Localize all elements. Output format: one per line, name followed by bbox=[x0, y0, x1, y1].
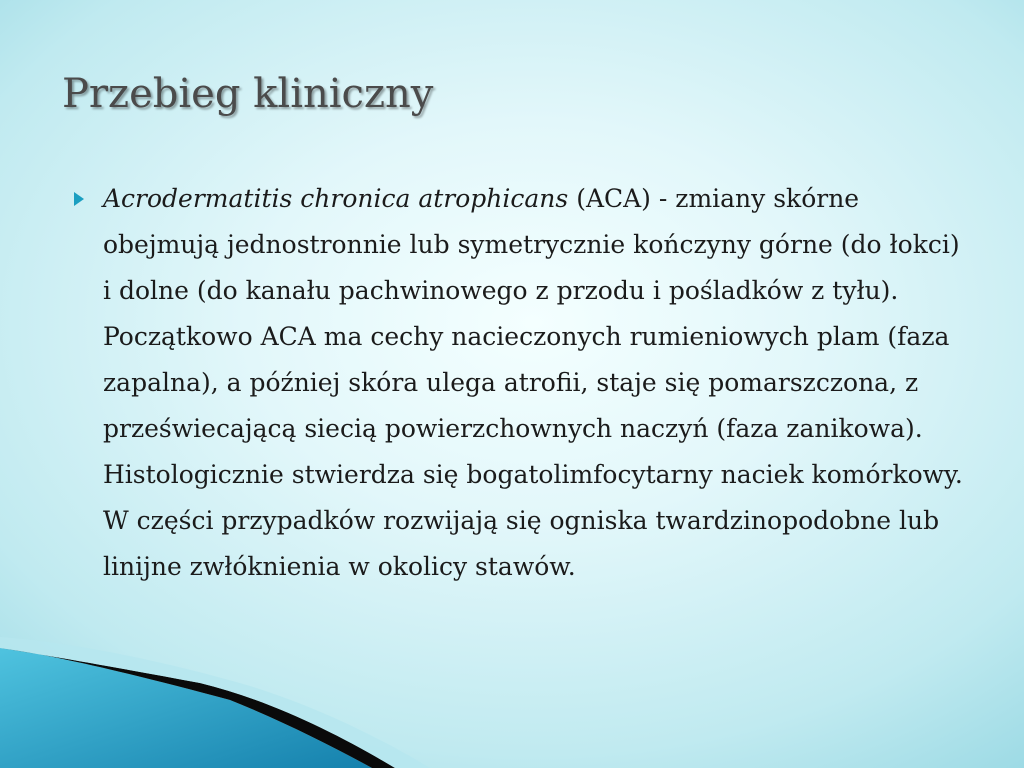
bullet-body: (ACA) - zmiany skórne obejmują jednostronnie lub symetrycznie kończyny górne (do łokci) i dolne (do kanału pachwinowego z przodu i pośladków z tyłu). Początkowo ACA ma cechy nacieczonych rumieniowych plam (faza zapalna), a później skóra ulega atrofii, staje się pomarszczona, z przeświecającą siecią powierzchownych naczyń (faza zanikowa). Histologicznie stwierdza się bogatolimfocytarny naciek komórkowy. W części przypadków rozwijają się ogniska twardzinopodobne lub linijne zwłóknienia w okolicy stawów. bbox=[103, 184, 963, 581]
slide-title: Przebieg kliniczny bbox=[62, 71, 434, 117]
bullet-term: Acrodermatitis chronica atrophicans bbox=[103, 184, 569, 213]
wave-blue-shape bbox=[0, 648, 372, 768]
